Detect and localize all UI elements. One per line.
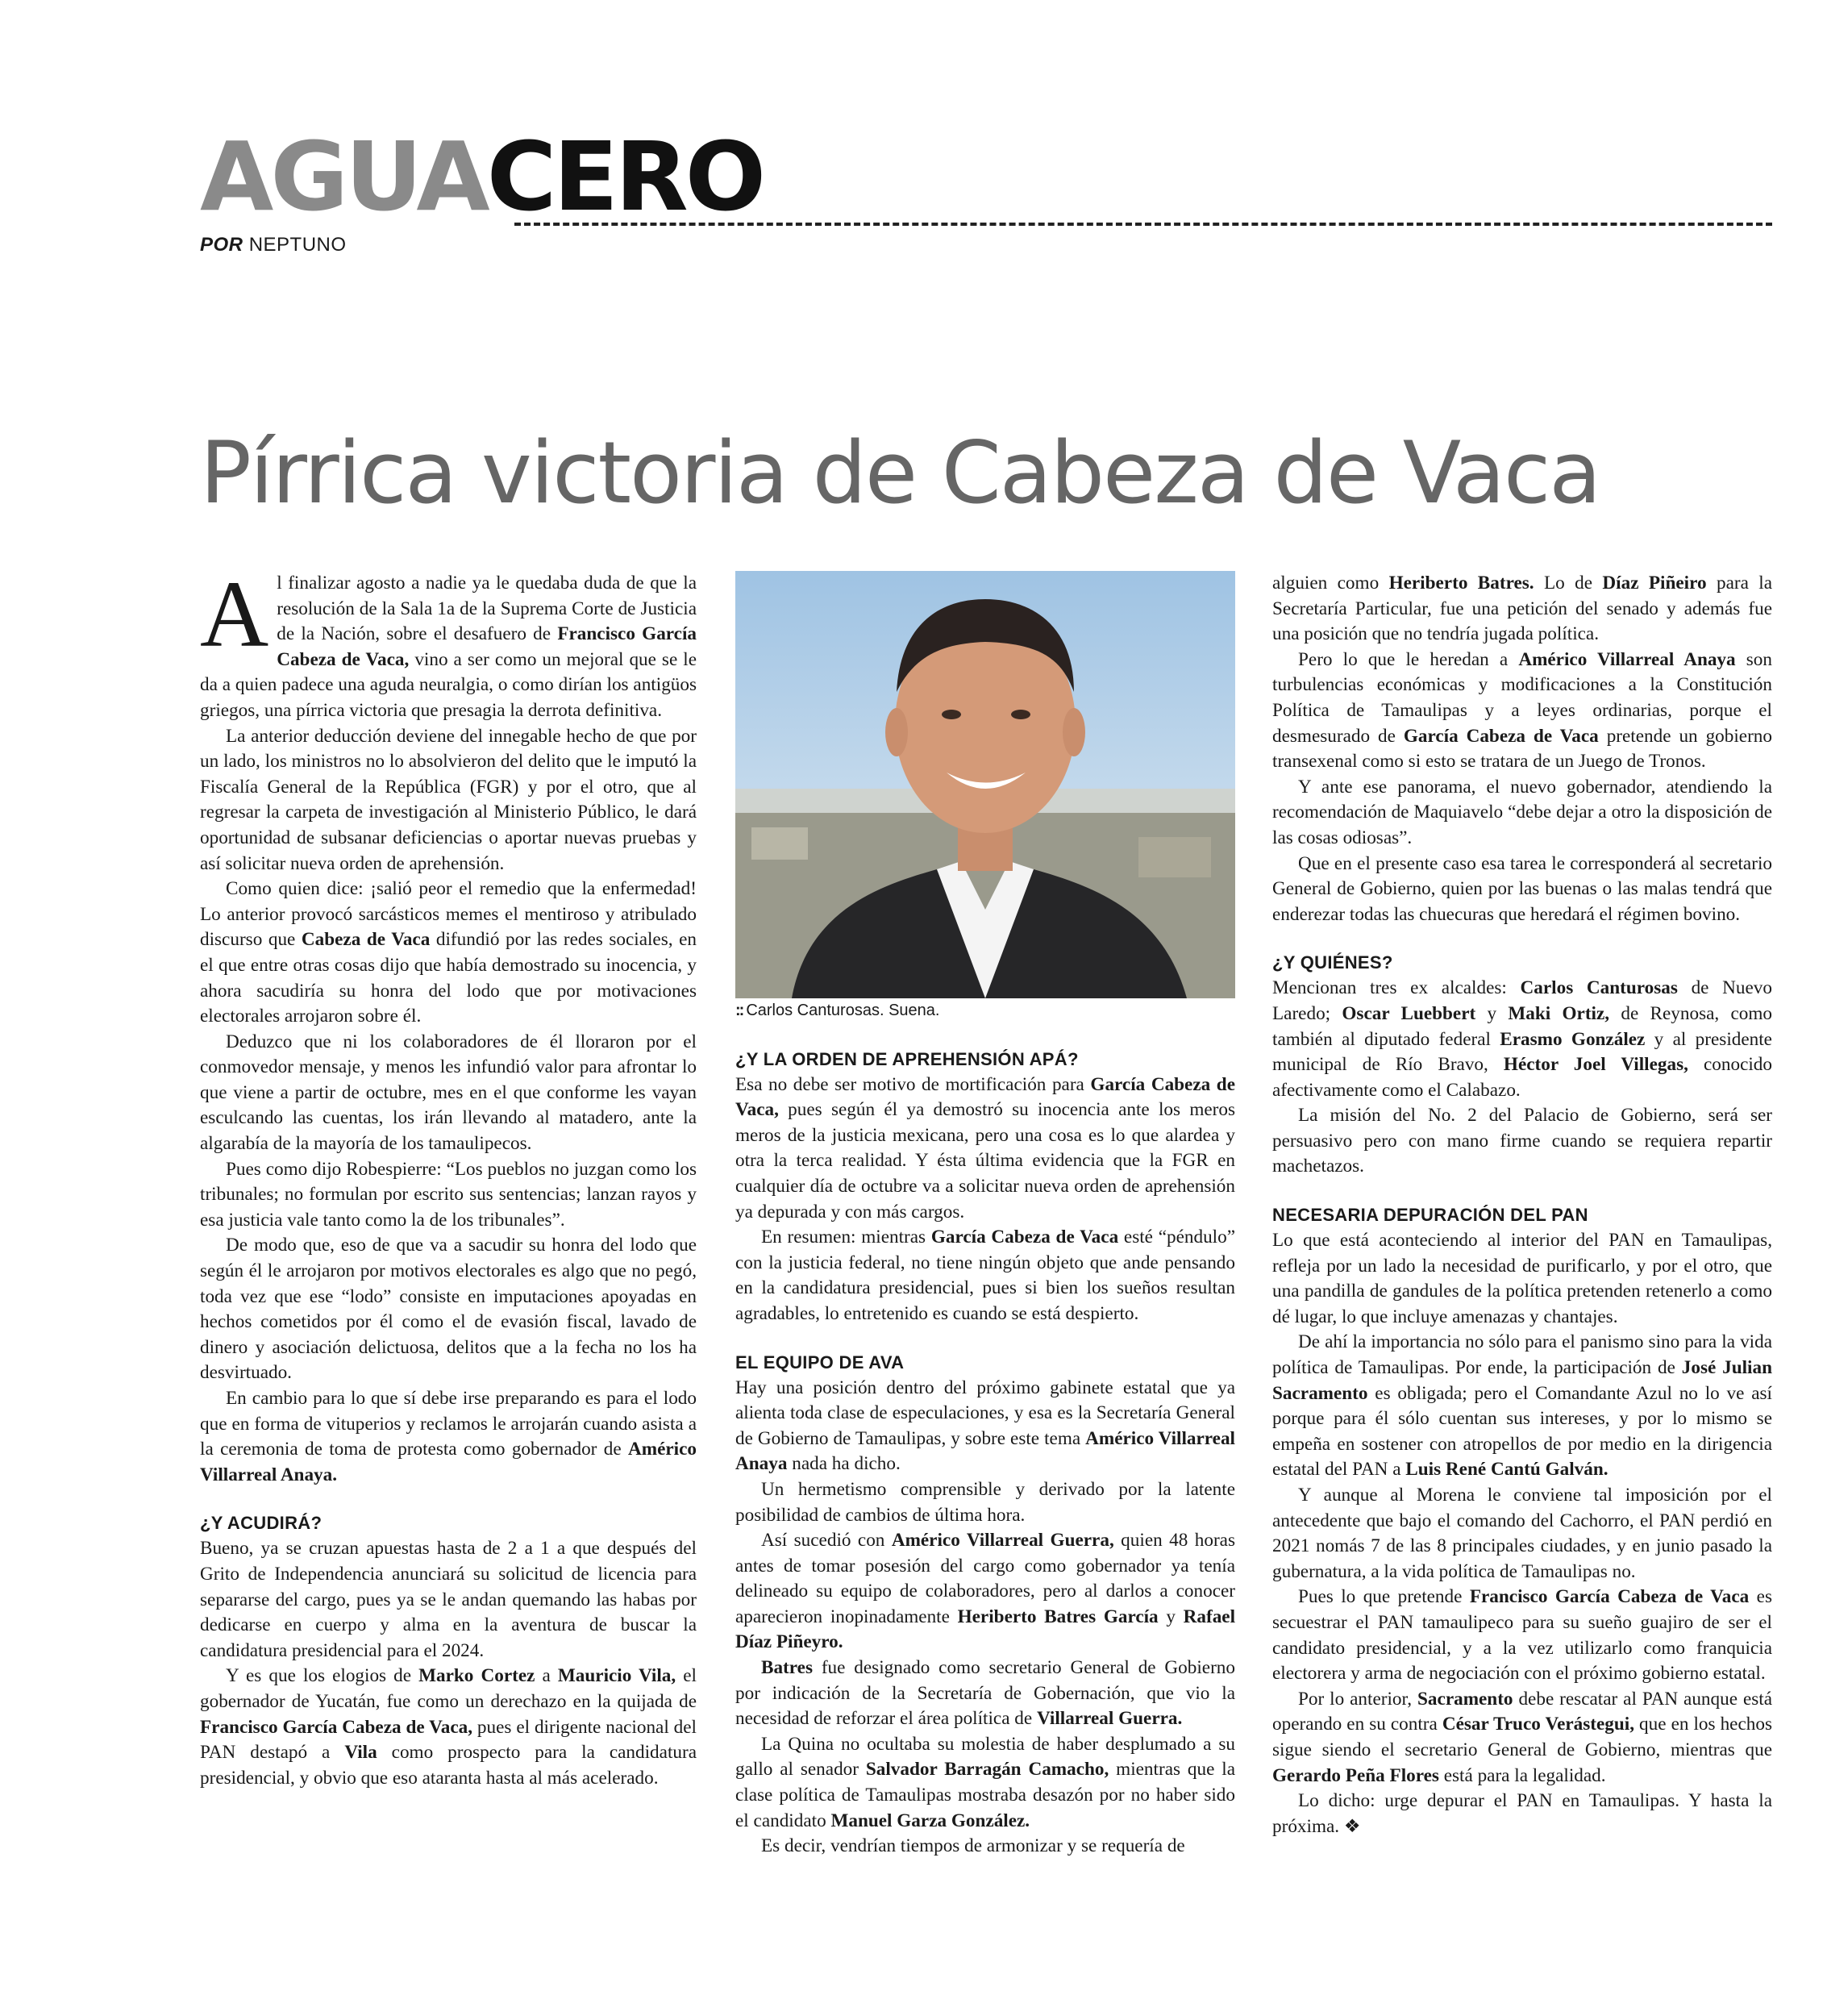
drop-cap: A (200, 561, 269, 667)
photo-caption (735, 998, 1235, 1024)
logo-agua: AGUA (200, 121, 487, 232)
paragraph: Lo dicho: urge depurar el PAN en Tamaulipas. Y hasta la próxima. ❖ (1272, 1790, 1772, 1837)
byline-author: NEPTUNO (248, 234, 347, 256)
paragraph: Deduzco que ni los colaboradores de él lloraron por el conmovedor mensaje, y menos les infundió valor para afrontar lo que viene a partir de octubre, mes en el que conforme les vayan esculcando las cuentas, los irán llevando al matadero, ante la algarabía de la mayoría de los tamaulipecos. (200, 1031, 697, 1155)
section-heading: ¿Y LA ORDEN DE APREHENSIÓN APÁ? (735, 1048, 1079, 1069)
paragraph: Y es que los elogios de Marko Cortez a Mauricio Vila, el gobernador de Yucatán, fue como un derechazo en la quijada de Francisco García Cabeza de Vaca, pues el dirigente nacional del PAN destapó a Vila como prospecto para la candidatura presidencial, y obvio que eso ataranta hasta al más acelerado. (200, 1665, 697, 1789)
column-1 (200, 561, 697, 1791)
section-heading: NECESARIA DEPURACIÓN DEL PAN (1272, 1205, 1588, 1226)
paragraph: En cambio para lo que sí debe irse preparando es para el lodo que en forma de vituperios y reclamos le arrojarán cuando asista a la ceremonia de toma de protesta como gobernador de Américo Villarreal Anaya. (200, 1388, 697, 1485)
paragraph: Hay una posición dentro del próximo gabinete estatal que ya alienta toda clase de especulaciones, y esa es la Secretaría General de Gobierno de Tamaulipas, y sobre este tema Américo Villarreal Anaya nada ha dicho. (735, 1377, 1235, 1475)
paragraph: Y aunque al Morena le conviene tal imposición por el antecedente que bajo el comando del Cachorro, el PAN perdió en 2021 nomás 7 de las 8 principales ciudades, y en junio pasado la gubernatura, a la vida política de Tamaulipas no. (1272, 1485, 1772, 1582)
paragraph: De modo que, eso de que va a sacudir su honra del lodo que según él le arrojaron por motivos electorales es algo que no pegó, toda vez que ese “lodo” consiste en imputaciones apoyadas en hechos cometidos por él como el de evasión fiscal, lavado de dinero y asociación delictuosa, delitos que a la fecha no los ha desvirtuado. (200, 1235, 697, 1384)
paragraph: Que en el presente caso esa tarea le corresponderá al secretario General de Gobierno, quien por las buenas o las malas tendrá que enderezar todas las chuecuras que heredará el régimen bovino. (1272, 852, 1772, 925)
paragraph: De ahí la importancia no sólo para el panismo sino para la vida política de Tamaulipas. Por ende, la participación de José Julian Sacramento es obligada; pero el Comandante Azul no lo ve así porque para él sólo cuentan sus intereses, y por lo mismo se empeña en sostener con atropellos de por medio en la dirigencia estatal del PAN a Luis René Cantú Galván. (1272, 1331, 1772, 1481)
paragraph: Mencionan tres ex alcaldes: Carlos Canturosas de Nuevo Laredo; Oscar Luebbert y Maki Ortiz, de Reynosa, como también al diputado federal Erasmo González y al presidente municipal de Río Bravo, Héctor Joel Villegas, conocido afectivamente como el Calabazo. (1272, 977, 1772, 1101)
paragraph: Pues lo que pretende Francisco García Cabeza de Vaca es secuestrar el PAN tamaulipeco para su sueño guajiro de ser el candidato presidencial, y a la vez utilizarlo como franquicia electorera y arma de negociación con el próximo gobierno estatal. (1272, 1586, 1772, 1685)
byline-por: POR (200, 234, 243, 256)
paragraph: Y ante ese panorama, el nuevo gobernador, atendiendo la recomendación de Maquiavelo “debe dejar a otro la disposición de las cosas odiosas”. (1272, 776, 1772, 848)
paragraph: La misión del No. 2 del Palacio de Gobierno, será ser persuasivo pero con mano firme cuando se requiera repartir machetazos. (1272, 1105, 1772, 1177)
paragraph: alguien como Heriberto Batres. Lo de Díaz Piñeiro para la Secretaría Particular, fue una petición del senado y además fue una posición que no tendría jugada política. (1272, 573, 1772, 645)
paragraph: Bueno, ya se cruzan apuestas hasta de 2 a 1 a que después del Grito de Independencia anunciará su solicitud de licencia para separarse del cargo, pues ya se le andan quemando las habas por dedicarse en cuerpo y alma en la aventura de buscar la candidatura presidencial para el 2024. (200, 1538, 697, 1661)
paragraph: La Quina no ocultaba su molestia de haber desplumado a su gallo al senador Salvador Barragán Camacho, mientras que la clase política de Tamaulipas mostraba desazón por no haber sido el candidato Manuel Garza González. (735, 1733, 1235, 1831)
paragraph: Pero lo que le heredan a Américo Villarreal Anaya son turbulencias económicas y modificaciones a la Constitución Política de Tamaulipas y a leyes ordinarias, porque el desmesurado de García Cabeza de Vaca pretende un gobierno transexenal como si esto se tratara de un Juego de Tronos. (1272, 648, 1772, 773)
paragraph: Batres fue designado como secretario General de Gobierno por indicación de la Secretaría de Gobernación, que vio la necesidad de reforzar el área política de Villarreal Guerra. (735, 1657, 1235, 1730)
logo-cero: CERO (486, 121, 764, 232)
paragraph: Así sucedió con Américo Villarreal Guerra, quien 48 horas antes de tomar posesión del cargo como gobernador ya tenía delineado su equipo de colaboradores, pero al darlos a conocer aparecieron inopinadamente Heriberto Batres García y Rafael Díaz Piñeyro. (735, 1530, 1236, 1653)
paragraph: Un hermetismo comprensible y derivado por la latente posibilidad de cambios de última hora. (735, 1478, 1235, 1526)
paragraph: Por lo anterior, Sacramento debe rescatar al PAN aunque está operando en su contra César Truco Verástegui, que en los hechos sigue siendo el secretario General de Gobierno, mientras que Gerardo Peña Flores está para la legalidad. (1272, 1688, 1772, 1786)
masthead (200, 121, 1772, 256)
byline (200, 234, 1772, 256)
section-heading: ¿Y QUIÉNES? (1272, 952, 1393, 973)
lead-text: l finalizar agosto a nadie ya le quedaba duda de que la resolución de la Sala 1a de la Suprema Corte de Justicia de la Nación, sobre el desafuero de Francisco García Cabeza de Vaca, vino a ser como un mejoral que se le da a quien padece una aguda neuralgia, o como dirían los antigüos griegos, una pírrica victoria que presagia la derrota definitiva. (200, 573, 697, 721)
lead-paragraph (200, 561, 697, 724)
column-3 (1272, 571, 1772, 1839)
section-heading: ¿Y ACUDIRÁ? (200, 1513, 323, 1534)
paragraph: En resumen: mientras García Cabeza de Vaca esté “péndulo” con la justicia federal, no tiene ningún objeto que ande pensando en la candidatura presidencial, pues si bien los sueños resultan agradables, lo entretenido es cuando se está despierto. (735, 1227, 1235, 1324)
paragraph: La anterior deducción deviene del innegable hecho de que por un lado, los ministros no lo absolvieron del delito que le imputó la Fiscalía General de la República (FGR) y por el otro, que al regresar la carpeta de investigación al Ministerio Público, le dará oportunidad de subsanar deficiencias o aportar nuevas pruebas y así solicitar nueva orden de aprehensión. (200, 725, 697, 874)
paragraph: Es decir, vendrían tiempos de armonizar y se requería de (761, 1835, 1185, 1857)
portrait-illustration (735, 571, 1235, 998)
column-2 (735, 571, 1235, 1860)
column-logo (200, 121, 1772, 232)
caption-text: Carlos Canturosas. Suena. (746, 1002, 940, 1019)
paragraph: Esa no debe ser motivo de mortificación para García Cabeza de Vaca, pues según él ya demostró su inocencia ante los meros meros de la justicia mexicana, pero una cosa es lo que alardea y otra la terca realidad. Y ésta última evidencia que la FGR en cualquier día de octubre va a solicitar nueva orden de aprehensión ya depurada y con más cargos. (735, 1073, 1235, 1223)
dashed-rule (514, 223, 1772, 226)
paragraph: Lo que está aconteciendo al interior del PAN en Tamaulipas, refleja por un lado la necesidad de purificarlo, y por el otro, que una pandilla de gandules de la política pretenden retenerlo a como dé lugar, lo que incluye amenazas y chantajes. (1272, 1230, 1772, 1327)
paragraph: Como quien dice: ¡salió peor el remedio que la enfermedad! Lo anterior provocó sarcásticos memes el mentiroso y atribulado discurso que Cabeza de Vaca difundió por las redes sociales, en el que entre otras cosas dijo que había demostrado su inocencia, y ahora sacudiría su honra del lodo que por motivaciones electorales arrojaron sobre él. (200, 878, 697, 1027)
paragraph: Pues como dijo Robespierre: “Los pueblos no juzgan como los tribunales; no formulan por escrito sus sentencias; lanzan rayos y esa justicia vale tanto como la de los tribunales”. (200, 1158, 697, 1231)
section-heading: EL EQUIPO DE AVA (735, 1352, 905, 1372)
portrait-photo (735, 571, 1235, 998)
caption-marker: :: (735, 1002, 743, 1019)
headline: Pírrica victoria de Cabeza de Vaca (200, 423, 1600, 523)
